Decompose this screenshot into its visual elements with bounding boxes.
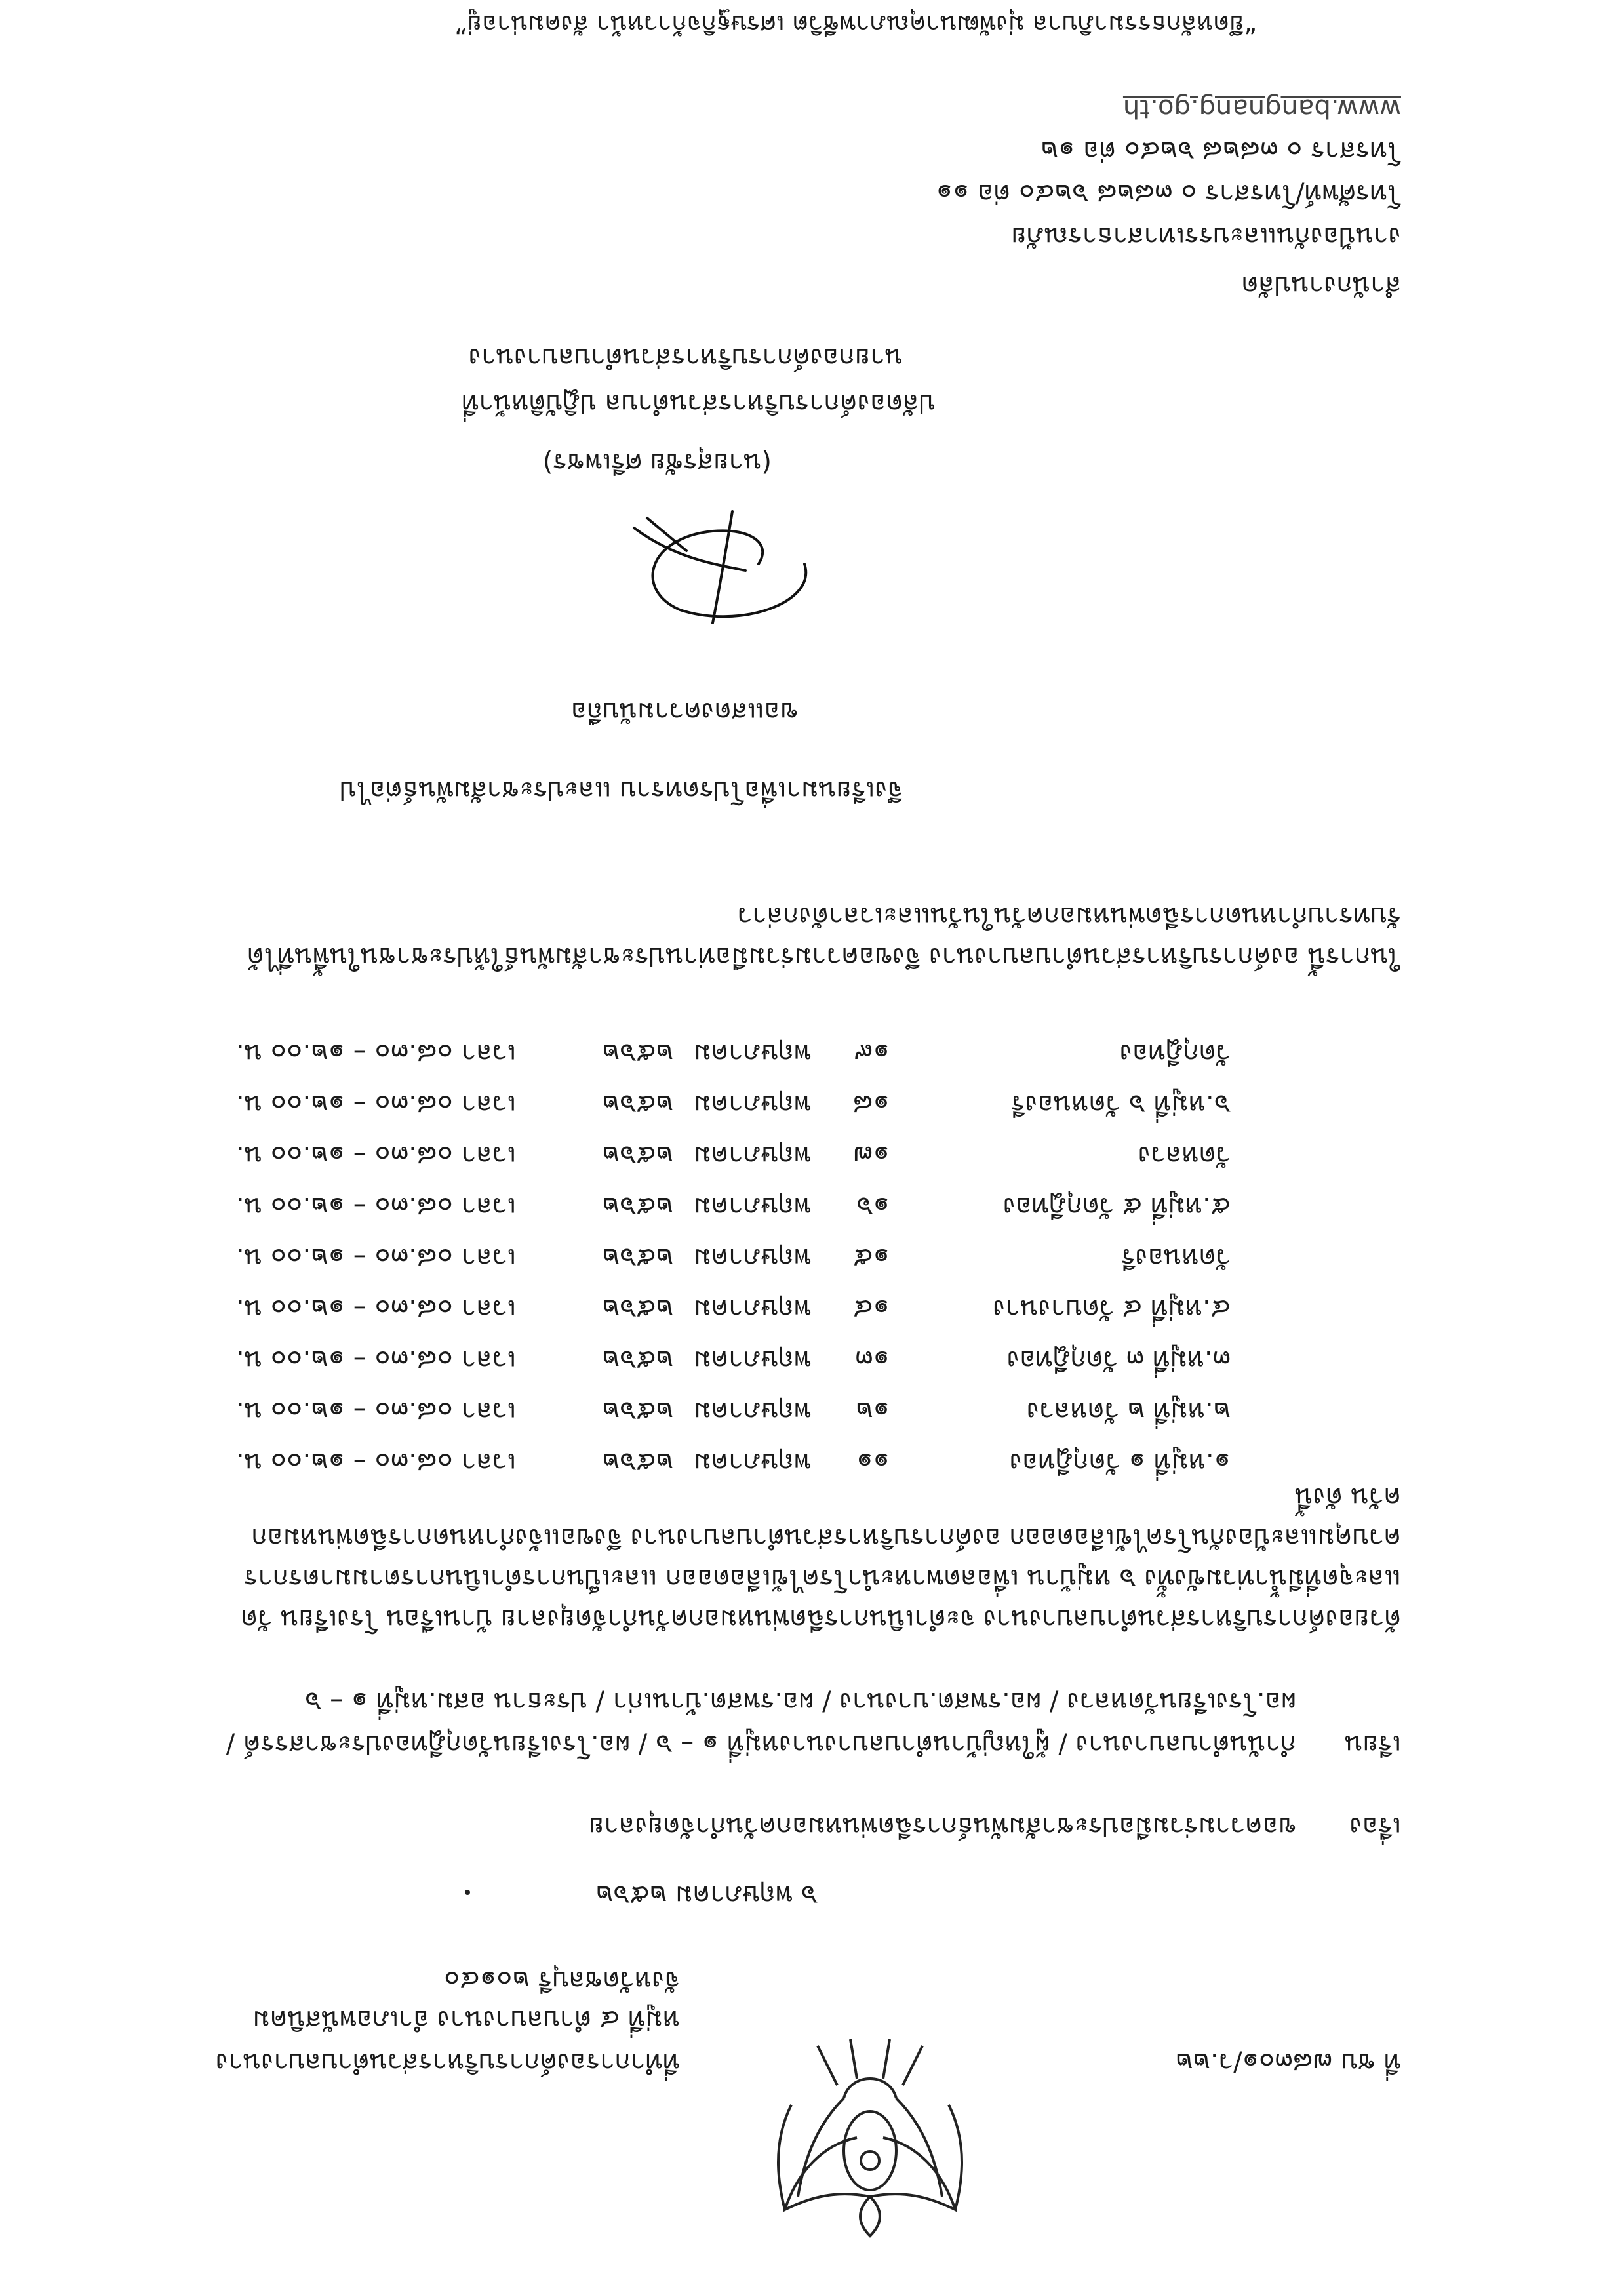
recipient-line: ผอ.โรงเรียนวัดหลวง / ผอ.รพสต.บางนาง / ผอ.รพสต.บ้านเก่า / ประธาน อสม.หมู่ที่ ๑ – ๖	[304, 1686, 1296, 1717]
regards-line: ขอแสดงความนับถือ	[570, 696, 798, 727]
body-paragraph: ด้วยองค์การบริหารส่วนตำบลบางนาง จะดำเนินการฉีดพ่นหมอกควันกำจัดยุงลาย บ้านเรือน โรงเรียน วัด และจุดที่มีน้ำท่วมขังทั้ง ๖ หมู่บ้าน เพื่อลดพาหะนำโรคไข้เลือดออก และเป็นการดำเนินการตามมาตรการควบคุมและป้องกันโรคไข้เลือดออก องค์การบริหารส่วนตำบลบางนาง จึงขอแจ้งกำหนดการฉีดพ่นหมอกควัน ดังนี้	[240, 1482, 1401, 1634]
schedule-month: พฤษภาคม	[694, 1243, 811, 1273]
phone-line: โทรศัพท์/โทรสาร ๐ ๓๘๒๘ ๖๒๔๐ ต่อ ๑๑	[936, 178, 1401, 209]
schedule-time: เวลา ๐๘.๓๐ – ๑๒.๐๐ น.	[235, 1243, 516, 1273]
schedule-day: ๑๓	[855, 1345, 890, 1375]
schedule-month: พฤษภาคม	[694, 1038, 811, 1068]
office-line: ที่ทำการองค์การบริหารส่วนตำบลบางนาง	[215, 2047, 680, 2077]
schedule-month: พฤษภาคม	[694, 1140, 811, 1170]
schedule-row	[182, 1284, 1231, 1335]
request-paragraph: ในการนี้ องค์การบริหารส่วนตำบลบางนาง จึงขอความร่วมมือท่านประชาสัมพันธ์ให้ประชาชนในพื้นที่ได้รับทราบกำหนดการฉีดพ่นหมอกควันในวันและเวลาดังกล่าว	[247, 901, 1401, 972]
schedule-village: ๑.หมู่ที่ ๑ วัดกุฎีทอง	[1009, 1447, 1231, 1477]
schedule-year: ๒๕๖๒	[602, 1191, 673, 1222]
closing-line: จึงเรียนมาเพื่อโปรดทราบ และประชาสัมพันธ์ต่อไป	[340, 775, 903, 805]
ink-dot	[465, 1890, 470, 1895]
schedule-day: ๑๘	[852, 1089, 890, 1119]
schedule-year: ๒๕๖๒	[602, 1345, 673, 1375]
schedule-year: ๒๕๖๒	[602, 1396, 673, 1426]
schedule-day: ๑๗	[853, 1140, 890, 1170]
schedule-row	[182, 1437, 1231, 1488]
schedule-row	[182, 1028, 1231, 1079]
schedule-day: ๑๑	[856, 1447, 890, 1477]
schedule-time: เวลา ๐๘.๓๐ – ๑๒.๐๐ น.	[235, 1140, 516, 1170]
department-line: สำนักงานปลัด	[1241, 270, 1401, 300]
schedule-village: ๒.หมู่ที่ ๒ วัดหลวง	[1026, 1396, 1231, 1426]
schedule-row	[182, 1130, 1231, 1182]
schedule-time: เวลา ๐๘.๓๐ – ๑๒.๐๐ น.	[235, 1038, 516, 1068]
schedule-year: ๒๕๖๒	[602, 1089, 673, 1119]
office-line: หมู่ที่ ๔ ตำบลบางนาง อำเภอพนัสนิคม	[252, 2005, 680, 2035]
signature-icon	[621, 498, 844, 643]
signer-position: นายกองค์การบริหารส่วนตำบลบางนาง	[468, 342, 903, 372]
subject-text: ขอความร่วมมือประชาสัมพันธ์การฉีดพ่นหมอกควันกำจัดยุงลาย	[588, 1811, 1296, 1841]
schedule-year: ๒๕๖๒	[602, 1140, 673, 1170]
schedule-village: วัดหนองรี	[1120, 1243, 1231, 1273]
office-line: จังหวัดชลบุรี ๒๐๑๔๐	[444, 1965, 680, 1995]
schedule-month: พฤษภาคม	[694, 1089, 811, 1119]
signer-name: (นายสุรชัย ศรีเพชร)	[542, 447, 772, 477]
subject-label: เรื่อง	[1349, 1811, 1401, 1841]
schedule-time: เวลา ๐๘.๓๐ – ๑๒.๐๐ น.	[235, 1345, 516, 1375]
schedule-row	[182, 1079, 1231, 1130]
schedule-time: เวลา ๐๘.๓๐ – ๑๒.๐๐ น.	[235, 1447, 516, 1477]
schedule-day: ๑๙	[854, 1038, 890, 1068]
schedule-village: ๕.หมู่ที่ ๕ วัดกุฎีทอง	[1002, 1191, 1231, 1222]
fax-line: โทรสาร ๐ ๓๘๒๘ ๖๒๔๐ ต่อ ๑๒	[1040, 136, 1401, 166]
schedule-day: ๑๔	[853, 1294, 890, 1324]
recipient-label: เรียน	[1345, 1729, 1401, 1759]
schedule-time: เวลา ๐๘.๓๐ – ๑๒.๐๐ น.	[235, 1191, 516, 1222]
schedule-village: ๔.หมู่ที่ ๔ วัดบางนาง	[993, 1294, 1231, 1324]
schedule-day: ๑๒	[856, 1396, 890, 1426]
recipient-line: กำนันตำบลบางนาง / ผู้ใหญ่บ้านตำบลบางนางหมู่ที่ ๑ – ๖ / ผอ.โรงเรียนวัดกุฎีทองประชาสรรค์ /	[226, 1729, 1296, 1759]
schedule-month: พฤษภาคม	[694, 1396, 811, 1426]
schedule-village: ๓.หมู่ที่ ๓ วัดกุฎีทอง	[1006, 1345, 1231, 1375]
schedule-year: ๒๕๖๒	[602, 1243, 673, 1273]
garuda-emblem-icon	[759, 2033, 981, 2249]
document-date: ๖ พฤษภาคม ๒๕๖๒	[595, 1880, 818, 1910]
schedule-village: ๖.หมู่ที่ ๖ วัดหนองรี	[1010, 1089, 1231, 1119]
slogan-line: “ยึดหลักธรรมาภิบาล มุ่งพัฒนาคุณภาพชีวิต เศรษฐกิจก้าวหน้า สังคมน่าอยู่”	[454, 10, 1257, 39]
reference-number: ที่ ชบ ๗๘๓๐๑/ว.๒๒	[1176, 2047, 1401, 2077]
schedule-year: ๒๕๖๒	[602, 1294, 673, 1324]
signer-position: ปลัดองค์การบริหารส่วนตำบล ปฏิบัติหน้าที่	[462, 388, 936, 418]
schedule-month: พฤษภาคม	[694, 1447, 811, 1477]
schedule-row	[182, 1335, 1231, 1386]
schedule-month: พฤษภาคม	[694, 1345, 811, 1375]
schedule-time: เวลา ๐๘.๓๐ – ๑๒.๐๐ น.	[235, 1089, 516, 1119]
schedule-month: พฤษภาคม	[694, 1294, 811, 1324]
schedule-list	[182, 1028, 1231, 1488]
schedule-row	[182, 1182, 1231, 1233]
schedule-day: ๑๕	[853, 1243, 890, 1273]
department-line: งานป้องกันและบรรเทาสาธารณภัย	[1011, 221, 1401, 251]
schedule-row	[182, 1233, 1231, 1284]
schedule-year: ๒๕๖๒	[602, 1038, 673, 1068]
schedule-time: เวลา ๐๘.๓๐ – ๑๒.๐๐ น.	[235, 1294, 516, 1324]
schedule-month: พฤษภาคม	[694, 1191, 811, 1222]
schedule-village: วัดกุฎีทอง	[1119, 1038, 1231, 1068]
schedule-year: ๒๕๖๒	[602, 1447, 673, 1477]
schedule-day: ๑๖	[856, 1191, 890, 1222]
schedule-village: วัดหลวง	[1138, 1140, 1231, 1170]
schedule-time: เวลา ๐๘.๓๐ – ๑๒.๐๐ น.	[235, 1396, 516, 1426]
schedule-row	[182, 1386, 1231, 1437]
website-link[interactable]: www.bangnang.go.th	[1122, 93, 1401, 123]
